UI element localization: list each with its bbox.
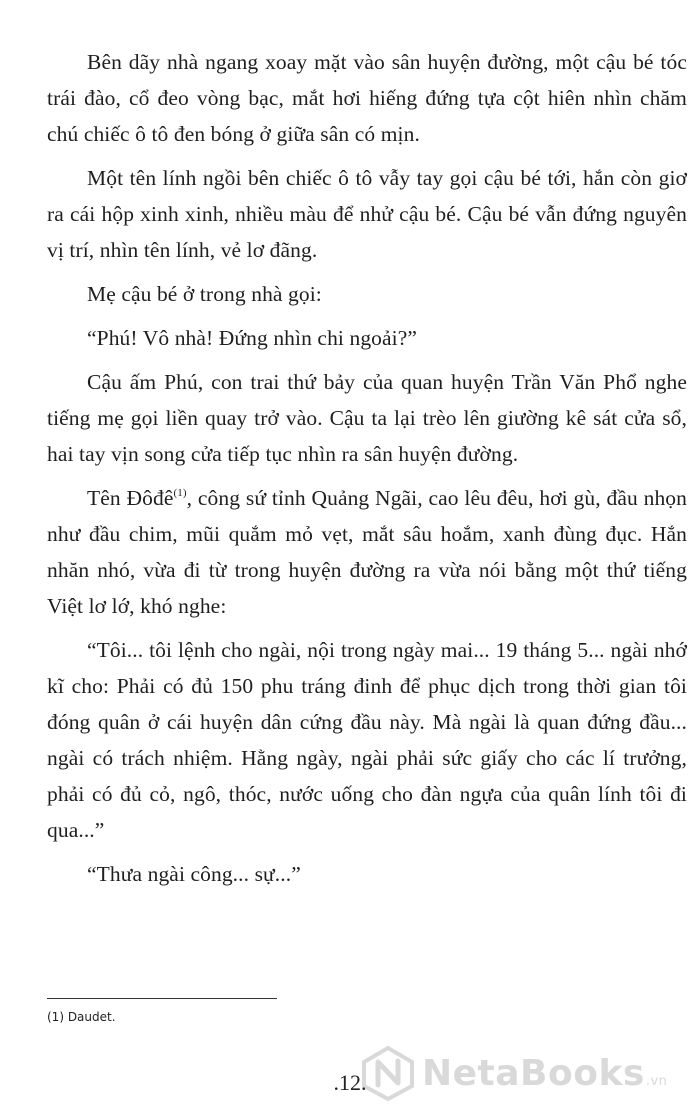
paragraph: Một tên lính ngồi bên chiếc ô tô vẫy tay gọi cậu bé tới, hắn còn giơ ra cái hộp xinh xinh, nhiều màu để nhử cậu bé. Cậu bé vẫn đứng nguyên vị trí, nhìn tên lính, vẻ lơ đãng. bbox=[47, 166, 687, 262]
paragraph: Cậu ấm Phú, con trai thứ bảy của quan huyện Trần Văn Phổ nghe tiếng mẹ gọi liền quay trở vào. Cậu ta lại trèo lên giường kê sát cửa sổ, hai tay vịn song cửa tiếp tục nhìn ra sân huyện đường. bbox=[47, 370, 687, 466]
watermark-suffix: .vn bbox=[645, 1073, 668, 1089]
paragraph: “Thưa ngài công... sự...” bbox=[87, 862, 301, 886]
paragraph: “Tôi... tôi lệnh cho ngài, nội trong ngày mai... 19 tháng 5... ngài nhớ kĩ cho: Phải có đủ 150 phu tráng đinh để phục dịch trong thời gian tôi đóng quân ở cái huyện dân cứng đầu này. Mà ngài là quan đứng đầu... ngài có trách nhiệm. Hằng ngày, ngài phải sức giấy cho các lí trưởng, phải có đủ cỏ, ngô, thóc, nước uống cho đàn ngựa của quân lính tôi đi qua...” bbox=[47, 638, 687, 842]
footnote-divider bbox=[47, 998, 277, 999]
page-body bbox=[47, 44, 687, 900]
paragraph: Mẹ cậu bé ở trong nhà gọi: bbox=[87, 282, 322, 306]
watermark-brand: NetaBooks bbox=[422, 1052, 645, 1094]
paragraph: Bên dãy nhà ngang xoay mặt vào sân huyện đường, một cậu bé tóc trái đào, cổ đeo vòng bạc, mắt hơi hiếng đứng tựa cột hiên nhìn chăm chú chiếc ô tô đen bóng ở giữa sân có mịn. bbox=[47, 50, 687, 146]
paragraph-text-start: Tên Đôđê bbox=[87, 486, 174, 510]
paragraph: “Phú! Vô nhà! Đứng nhìn chi ngoải?” bbox=[87, 326, 418, 350]
page-number: .12. bbox=[333, 1070, 367, 1095]
footnote: (1) Daudet. bbox=[47, 1010, 116, 1024]
footnote-mark[interactable]: (1) bbox=[173, 487, 187, 499]
paragraph-with-footnote bbox=[47, 480, 687, 624]
paragraph-text-rest: , công sứ tỉnh Quảng Ngãi, cao lêu đêu, hơi gù, đầu nhọn như đầu chim, mũi quắm mỏ vẹt, mắt sâu hoắm, xanh đùng đục. Hắn nhăn nhó, vừa đi từ trong huyện đường ra vừa nói bằng một thứ tiếng Việt lơ lớ, khó nghe: bbox=[47, 486, 687, 618]
